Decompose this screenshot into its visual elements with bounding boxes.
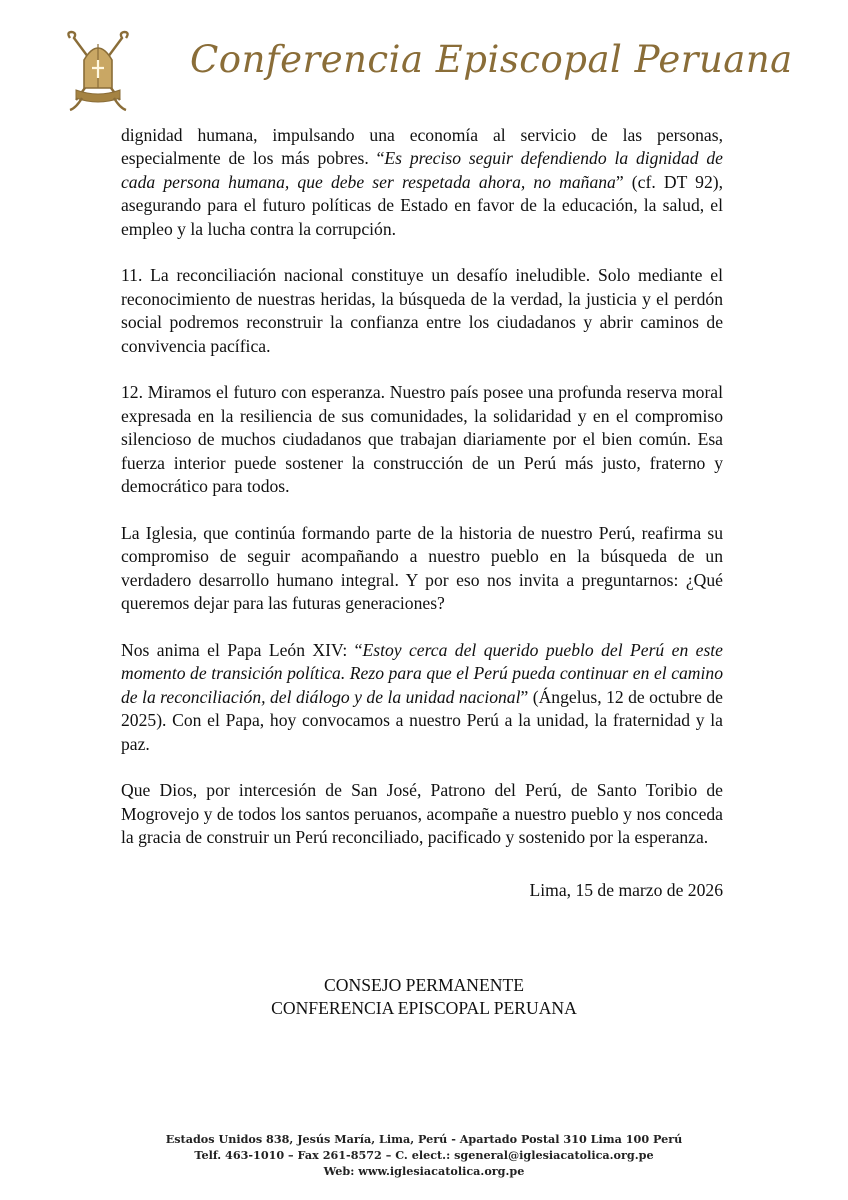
signature-line-1: CONSEJO PERMANENTE bbox=[324, 975, 524, 995]
footer-website: Web: www.iglesiacatolica.org.pe bbox=[323, 1164, 525, 1178]
signature-block bbox=[0, 974, 848, 1020]
paragraph-papa bbox=[121, 639, 723, 756]
episcopal-mitre-icon bbox=[62, 30, 134, 114]
paragraph-1-quote: Es preciso seguir defendiendo la dignidad de cada persona humana, que debe ser respetada ahora, no mañana bbox=[121, 148, 723, 192]
signature-line-2: CONFERENCIA EPISCOPAL PERUANA bbox=[271, 998, 577, 1018]
footer-phone-email: Telf. 463-1010 – Fax 261-8572 – C. elect.: sgeneral@iglesiacatolica.org.pe bbox=[194, 1148, 654, 1162]
letterhead bbox=[0, 0, 848, 125]
organization-title: Conferencia Episcopal Peruana bbox=[190, 38, 793, 81]
paragraph-1-text-a: dignidad humana, impulsando una economía al servicio de las personas, especialmente de los más pobres. “ bbox=[121, 125, 723, 169]
paragraph-12: 12. Miramos el futuro con esperanza. Nuestro país posee una profunda reserva moral expresada en la resiliencia de sus comunidades, la solidaridad y en el compromiso silencioso de muchos ciudadanos que trabajan diariamente por el bien común. Esa fuerza interior puede sostener la construcción de un Perú más justo, fraterno y democrático para todos. bbox=[121, 382, 723, 497]
dateline: Lima, 15 de marzo de 2026 bbox=[529, 880, 723, 900]
footer-address: Estados Unidos 838, Jesús María, Lima, Perú - Apartado Postal 310 Lima 100 Perú bbox=[165, 1132, 683, 1146]
paragraph-11: 11. La reconciliación nacional constituye un desafío ineludible. Solo mediante el reconocimiento de nuestras heridas, la búsqueda de la verdad, la justicia y el perdón social podremos reconstruir la confianza entre los ciudadanos y abrir caminos de convivencia pacífica. bbox=[121, 265, 723, 356]
paragraph-1 bbox=[121, 124, 723, 241]
paragraph-papa-text-a: Nos anima el Papa León XIV: “ bbox=[121, 639, 363, 660]
paragraph-closing: Que Dios, por intercesión de San José, Patrono del Perú, de Santo Toribio de Mogrovejo y de todos los santos peruanos, acompañe a nuestro pueblo y nos conceda la gracia de construir un Perú reconciliado, pacificado y sostenido por la esperanza. bbox=[121, 780, 723, 848]
footer-contact bbox=[0, 1131, 848, 1179]
paragraph-papa-quote: Estoy cerca del querido pueblo del Perú en este momento de transición política. Rezo para que el Perú pueda continuar en el camino de la reconciliación, del diálogo y de la unidad nacional bbox=[121, 639, 723, 707]
paragraph-papa-text-b: ” (Ángelus, 12 de octubre de 2025). Con el Papa, hoy convocamos a nuestro Perú a la unidad, la fraternidad y la paz. bbox=[121, 686, 723, 754]
letter-body bbox=[121, 124, 723, 873]
paragraph-1-text-b: ” (cf. DT 92), asegurando para el futuro políticas de Estado en favor de la educación, la salud, el empleo y la lucha contra la corrupción. bbox=[121, 171, 723, 239]
paragraph-iglesia: La Iglesia, que continúa formando parte de la historia de nuestro Perú, reafirma su compromiso de seguir acompañando a nuestro pueblo en la búsqueda de un verdadero desarrollo humano integral. Y por eso nos invita a preguntarnos: ¿Qué queremos dejar para las futuras generaciones? bbox=[121, 522, 723, 614]
